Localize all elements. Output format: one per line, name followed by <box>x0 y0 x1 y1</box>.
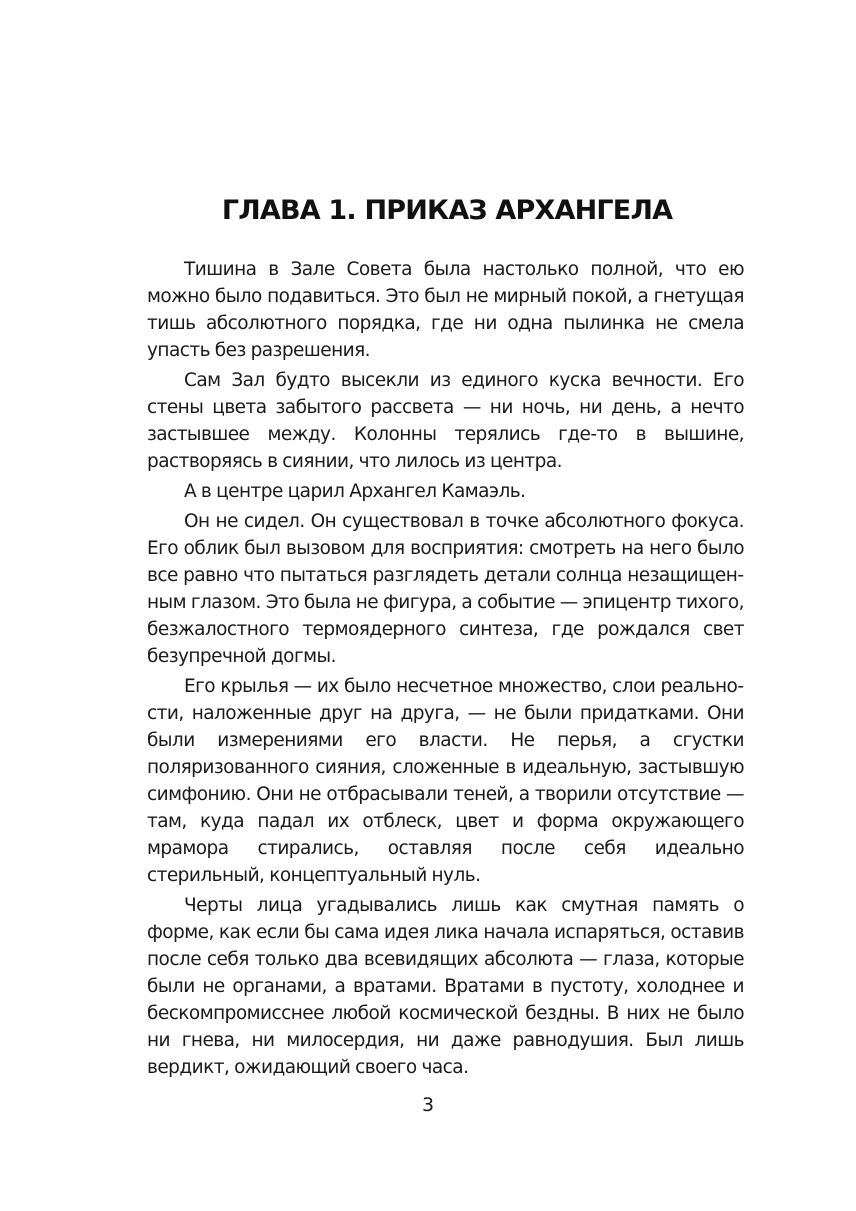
chapter-title: ГЛАВА 1. ПРИКАЗ АРХАНГЕЛА <box>221 195 673 226</box>
paragraph: Сам Зал будто высекли из единого куска вечности. Его стены цвета забытого рассвета — ни ночь, ни день, а нечто застывшее между. Колонны терялись где-то в вышине, растворяясь в сиянии, что лилось из центра. <box>147 370 744 472</box>
paragraph: А в центре царил Архангел Камаэль. <box>184 481 526 502</box>
paragraph: Его крылья — их было несчетное множество, слои реальности, наложенные друг на друга, — не были придатками. Они были измерениями его власти. Не перья, а сгустки поляризованного сияния, сложенные в идеальную, застывшую симфонию. Они не отбрасывали теней, а творили отсутствие — там, куда падал их отблеск, цвет и форма окружающего мрамора стирались, оставляя после себя идеально стерильный, концептуальный нуль. <box>147 676 744 886</box>
paragraph: Черты лица угадывались лишь как смутная память о форме, как если бы сама идея лика начала испаряться, оставив после себя только два всевидящих абсолюта — глаза, которые были не органами, а вратами. Вратами в пустоту, холоднее и бескомпромисснее любой космической бездны. В них не было ни гнева, ни милосердия, ни даже равнодушия. Был лишь вердикт, ожидающий своего часа. <box>147 895 744 1078</box>
chapter-body <box>147 256 744 1084</box>
page-number: 3 <box>421 1094 435 1116</box>
paragraph: Тишина в Зале Совета была настолько полной, что ею можно было подавиться. Это был не мирный покой, а гнетущая тишь абсолютного порядка, где ни одна пылинка не смела упасть без разрешения. <box>147 259 744 361</box>
paragraph: Он не сидел. Он существовал в точке абсолютного фокуса. Его облик был вызовом для восприятия: смотреть на него было все равно что пытаться разглядеть детали солнца незащищенным глазом. Это была не фигура, а событие — эпицентр тихого, безжалостного термоядерного синтеза, где рождался свет безупречной догмы. <box>147 511 744 667</box>
